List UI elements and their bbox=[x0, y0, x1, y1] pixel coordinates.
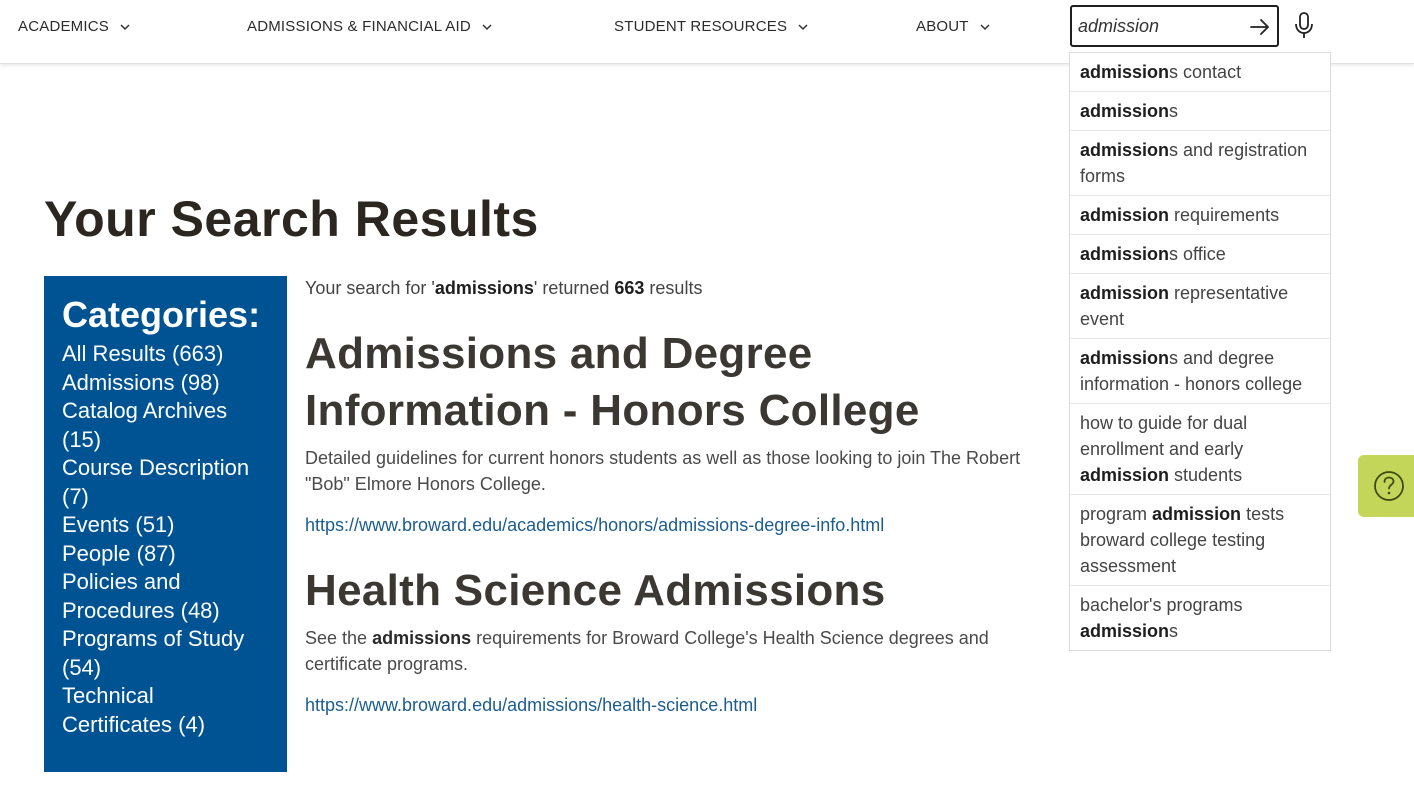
nav-academics-label: ACADEMICS bbox=[18, 18, 109, 35]
result-description: Detailed guidelines for current honors students as well as those looking to join The Robert "Bob" Elmore Honors College. bbox=[305, 448, 1021, 494]
microphone-icon[interactable] bbox=[1291, 11, 1317, 41]
suggestion-item[interactable]: admissions bbox=[1070, 92, 1330, 131]
nav-student-resources-label: STUDENT RESOURCES bbox=[614, 18, 788, 35]
category-admissions[interactable]: Admissions (98) bbox=[62, 369, 220, 395]
category-policies-procedures[interactable]: Policies and Procedures (48) bbox=[62, 569, 220, 623]
help-button[interactable] bbox=[1358, 455, 1414, 517]
chevron-down-icon bbox=[481, 21, 493, 33]
search-box bbox=[1070, 5, 1279, 47]
categories-heading: Categories: bbox=[62, 294, 261, 335]
nav-about-label: ABOUT bbox=[916, 18, 969, 35]
category-catalog-archives[interactable]: Catalog Archives (15) bbox=[62, 398, 228, 452]
chevron-down-icon bbox=[979, 21, 991, 33]
category-all-results[interactable]: All Results (663) bbox=[62, 341, 224, 366]
search-input[interactable] bbox=[1078, 13, 1238, 39]
chevron-down-icon bbox=[119, 21, 131, 33]
suggestion-item[interactable]: admissions and degree information - honors college bbox=[1070, 339, 1330, 404]
suggestion-item[interactable]: admissions and registration forms bbox=[1070, 131, 1330, 196]
category-programs-of-study[interactable]: Programs of Study (54) bbox=[62, 626, 245, 680]
category-events[interactable]: Events (51) bbox=[62, 512, 175, 537]
search-query: admissions bbox=[434, 278, 534, 298]
suggestion-item[interactable]: program admission tests broward college testing assessment bbox=[1070, 495, 1330, 586]
result-total: 663 bbox=[614, 278, 645, 298]
nav-academics[interactable] bbox=[18, 18, 131, 35]
category-people[interactable]: People (87) bbox=[62, 540, 176, 566]
suggestion-item[interactable]: how to guide for dual enrollment and early admission students bbox=[1070, 404, 1330, 495]
result-url[interactable]: https://www.broward.edu/academics/honors/admissions-degree-info.html bbox=[305, 515, 885, 535]
chevron-down-icon bbox=[797, 21, 809, 33]
nav-student-resources[interactable] bbox=[614, 18, 809, 35]
result-count: Your search for 'admissions' returned 663 results bbox=[305, 278, 703, 298]
result-title[interactable]: Admissions and Degree Information - Honors College bbox=[305, 329, 920, 435]
category-course-description[interactable]: Course Description (7) bbox=[62, 455, 250, 509]
suggestion-item[interactable]: admission representative event bbox=[1070, 274, 1330, 339]
nav-admissions-financial-aid[interactable] bbox=[247, 18, 493, 35]
result-title[interactable]: Health Science Admissions bbox=[305, 566, 886, 615]
nav-about[interactable] bbox=[916, 18, 991, 35]
search-results bbox=[305, 276, 1055, 716]
result-url[interactable]: https://www.broward.edu/admissions/health-science.html bbox=[305, 695, 758, 715]
suggestion-item[interactable]: admissions contact bbox=[1070, 53, 1330, 92]
result-item bbox=[305, 325, 1055, 536]
suggestion-item[interactable]: admission requirements bbox=[1070, 196, 1330, 235]
categories-sidebar bbox=[44, 276, 287, 772]
result-item bbox=[305, 562, 1055, 716]
arrow-right-icon[interactable] bbox=[1248, 15, 1272, 39]
suggestion-item[interactable]: bachelor's programs admissions bbox=[1080, 595, 1243, 641]
suggestion-item[interactable]: admissions office bbox=[1070, 235, 1330, 274]
result-description: See the admissions requirements for Broward College's Health Science degrees and certificate programs. bbox=[305, 628, 989, 674]
search-suggestions-dropdown bbox=[1069, 52, 1331, 651]
category-technical-certificates[interactable]: Technical Certificates (4) bbox=[62, 683, 206, 737]
page-title: Your Search Results bbox=[44, 191, 539, 247]
nav-admissions-label: ADMISSIONS & FINANCIAL AID bbox=[247, 18, 471, 35]
